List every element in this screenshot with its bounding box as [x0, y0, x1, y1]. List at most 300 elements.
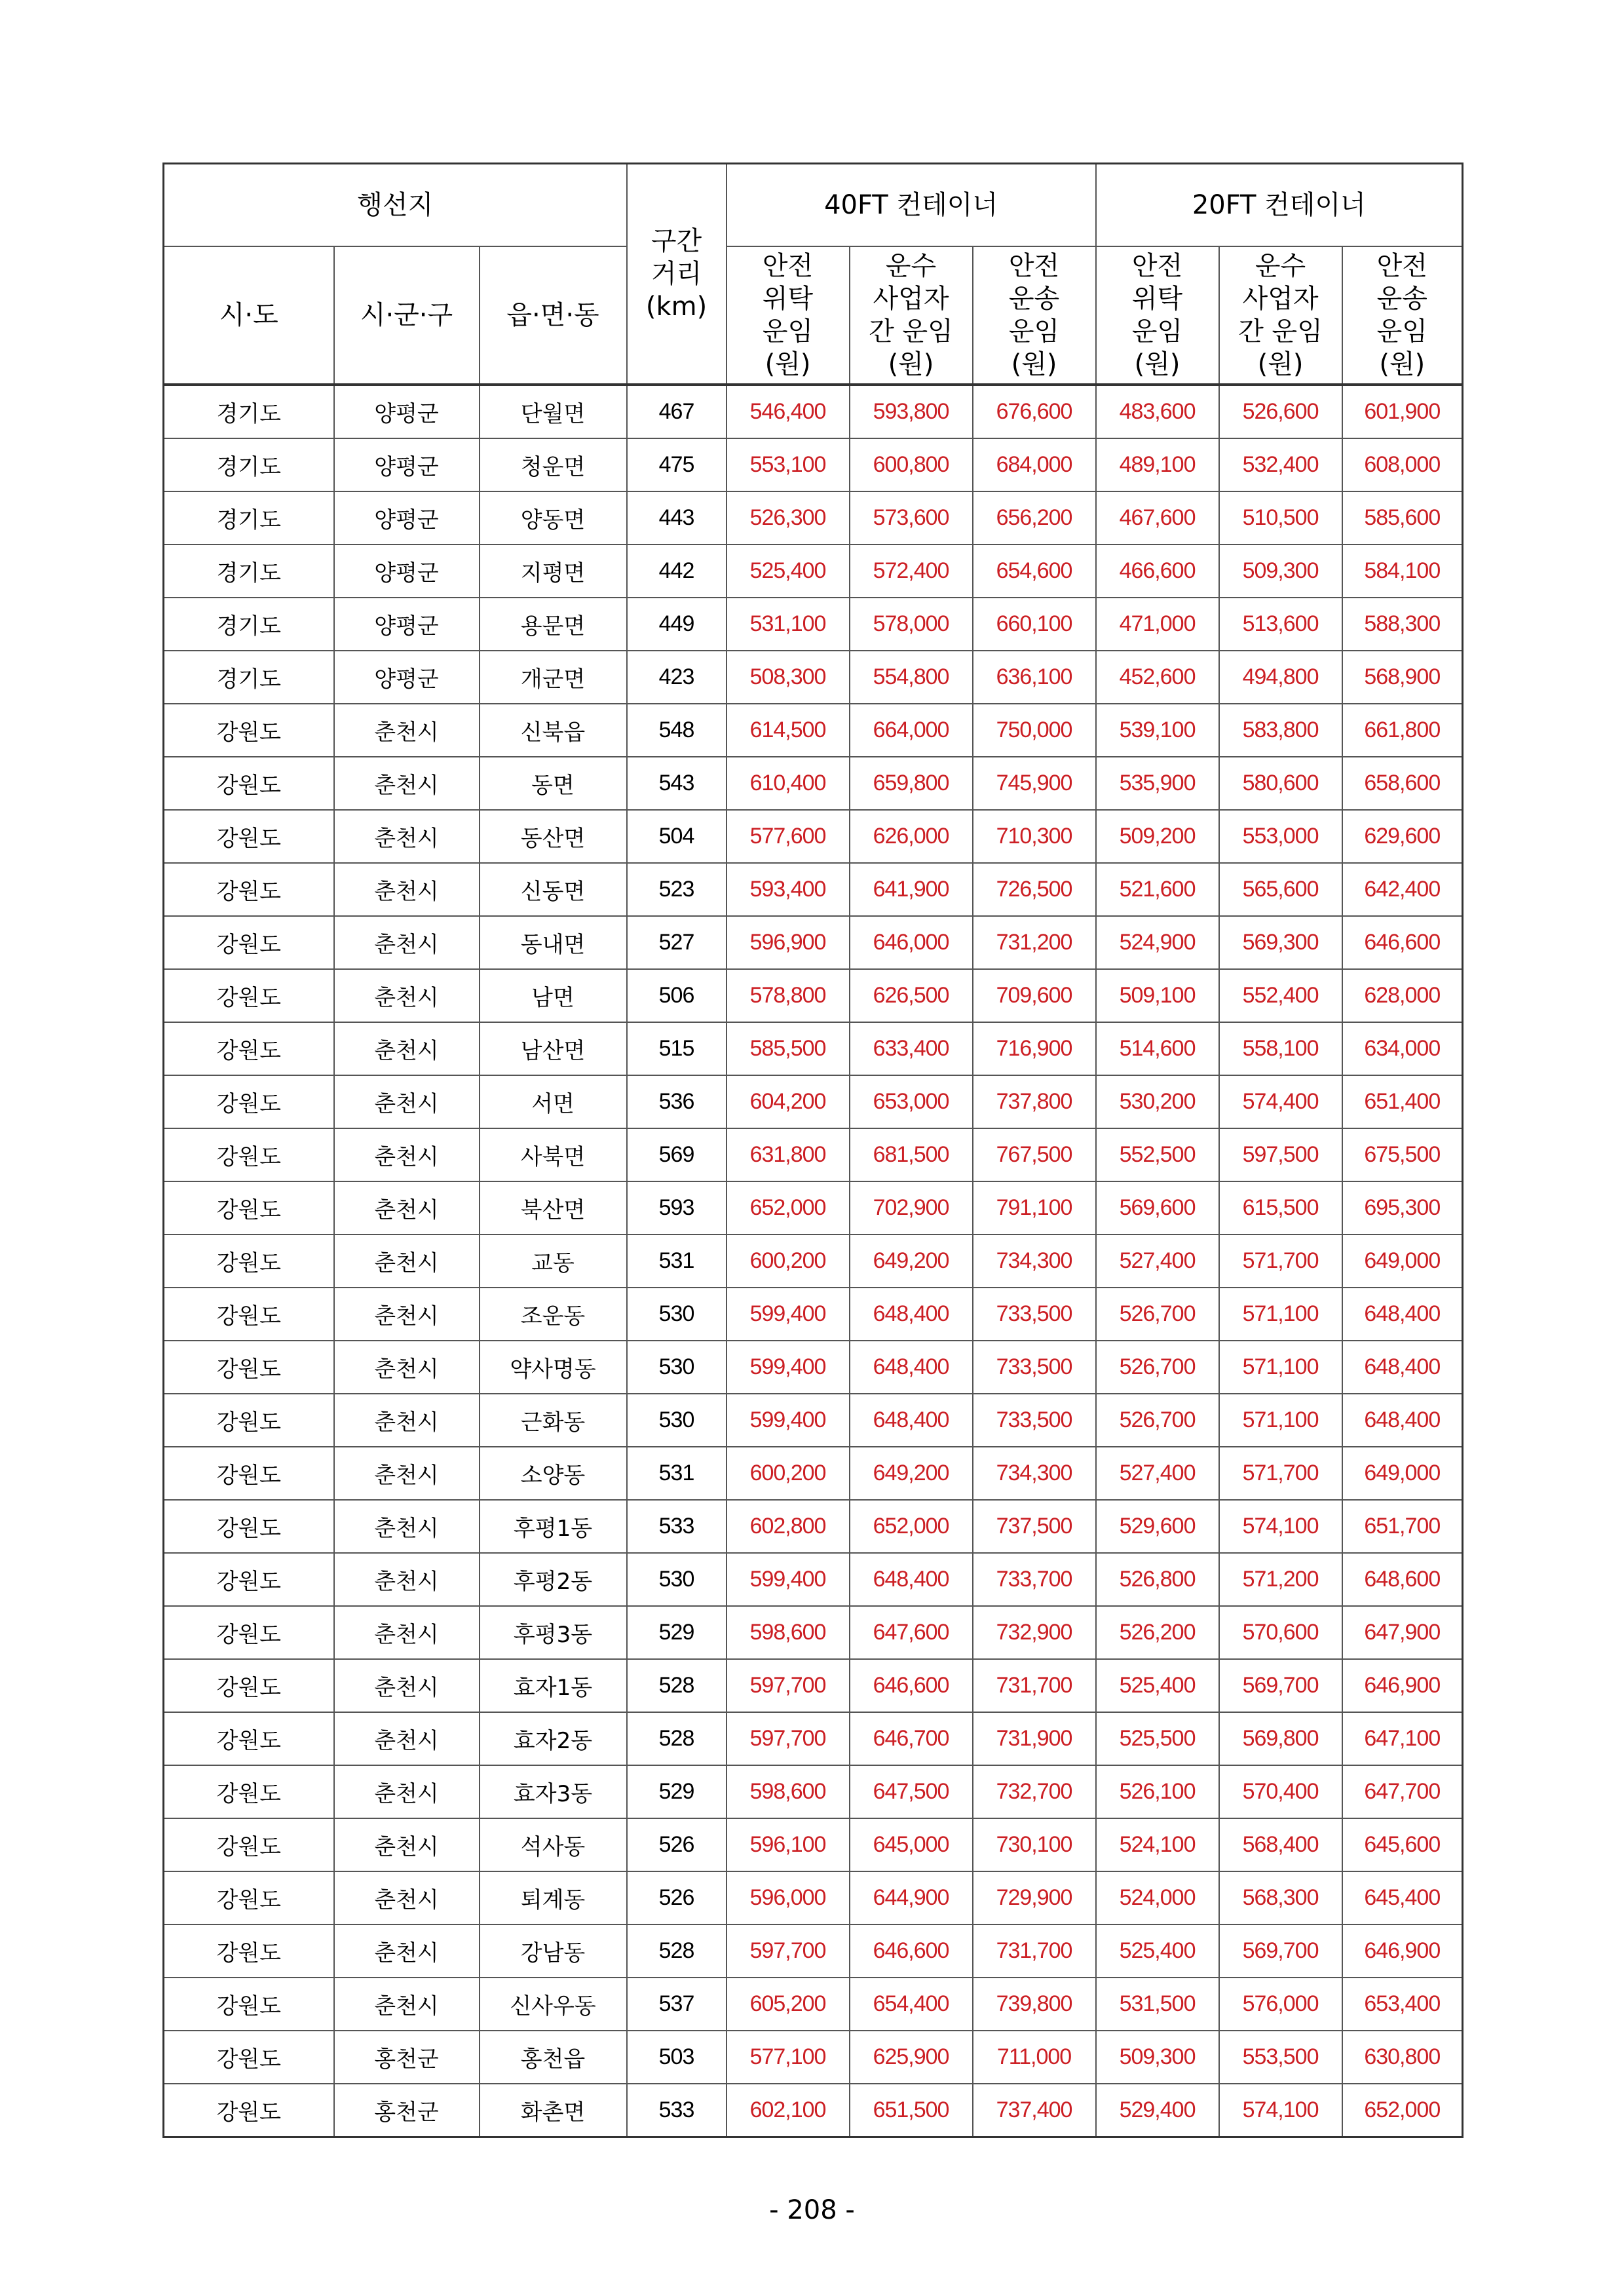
page-number: - 208 -	[769, 2195, 855, 2225]
fare-20ft-between-carriers-cell: 526,600	[1219, 385, 1342, 438]
town-cell: 약사명동	[480, 1341, 627, 1394]
table-body	[164, 385, 1463, 2137]
distance-cell: 531	[627, 1447, 727, 1500]
fare-40ft-safe-transport-cell: 734,300	[973, 1234, 1096, 1288]
town-cell: 효자1동	[480, 1659, 627, 1712]
table-row	[164, 969, 1463, 1022]
fare-40ft-safe-consign-cell: 614,500	[727, 704, 850, 757]
city-cell: 홍천군	[334, 2031, 480, 2084]
fare-20ft-between-carriers-cell: 552,400	[1219, 969, 1342, 1022]
city-cell: 춘천시	[334, 1765, 480, 1818]
fare-40ft-safe-transport-cell: 731,700	[973, 1924, 1096, 1978]
distance-cell: 533	[627, 1500, 727, 1553]
fare-20ft-safe-transport-cell: 646,900	[1342, 1659, 1463, 1712]
header-distance	[627, 164, 727, 385]
fare-40ft-between-carriers-cell: 649,200	[850, 1447, 973, 1500]
fare-40ft-safe-transport-cell: 732,900	[973, 1606, 1096, 1659]
fare-20ft-between-carriers-cell: 571,100	[1219, 1288, 1342, 1341]
table-row	[164, 1341, 1463, 1394]
fare-40ft-safe-consign-cell: 546,400	[727, 385, 850, 438]
province-cell: 강원도	[164, 1181, 334, 1234]
fare-40ft-between-carriers-cell: 653,000	[850, 1075, 973, 1128]
city-cell: 양평군	[334, 545, 480, 598]
fare-20ft-safe-transport-cell: 653,400	[1342, 1978, 1463, 2031]
fare-40ft-between-carriers-cell: 652,000	[850, 1500, 973, 1553]
fare-20ft-safe-transport-cell: 568,900	[1342, 651, 1463, 704]
fare-20ft-safe-consign-cell: 489,100	[1096, 438, 1219, 491]
table-row	[164, 757, 1463, 810]
distance-cell: 526	[627, 1818, 727, 1871]
header-40ft-safe-transport	[973, 246, 1096, 385]
table-row	[164, 863, 1463, 916]
fare-20ft-between-carriers-cell: 553,000	[1219, 810, 1342, 863]
header-city: 시·군·구	[334, 246, 480, 385]
fare-20ft-safe-consign-cell: 552,500	[1096, 1128, 1219, 1181]
fare-20ft-safe-transport-cell: 647,100	[1342, 1712, 1463, 1765]
city-cell: 양평군	[334, 598, 480, 651]
fare-40ft-between-carriers-cell: 647,600	[850, 1606, 973, 1659]
fare-20ft-between-carriers-cell: 532,400	[1219, 438, 1342, 491]
fare-20ft-safe-consign-cell: 514,600	[1096, 1022, 1219, 1075]
distance-cell: 503	[627, 2031, 727, 2084]
fare-20ft-safe-transport-cell: 661,800	[1342, 704, 1463, 757]
city-cell: 춘천시	[334, 704, 480, 757]
fare-40ft-safe-consign-cell: 597,700	[727, 1712, 850, 1765]
fare-40ft-safe-transport-cell: 737,400	[973, 2084, 1096, 2137]
fare-40ft-safe-consign-cell: 578,800	[727, 969, 850, 1022]
fare-20ft-between-carriers-cell: 558,100	[1219, 1022, 1342, 1075]
fare-20ft-safe-transport-cell: 675,500	[1342, 1128, 1463, 1181]
fare-20ft-between-carriers-cell: 571,200	[1219, 1553, 1342, 1606]
fare-40ft-safe-consign-cell: 597,700	[727, 1659, 850, 1712]
fare-40ft-safe-consign-cell: 602,800	[727, 1500, 850, 1553]
fare-20ft-safe-consign-cell: 524,000	[1096, 1871, 1219, 1924]
table-row	[164, 1712, 1463, 1765]
fare-20ft-safe-transport-cell: 628,000	[1342, 969, 1463, 1022]
city-cell: 춘천시	[334, 1341, 480, 1394]
fare-20ft-safe-transport-cell: 648,600	[1342, 1553, 1463, 1606]
fare-20ft-safe-transport-cell: 585,600	[1342, 491, 1463, 545]
fare-40ft-safe-consign-cell: 599,400	[727, 1288, 850, 1341]
fare-20ft-safe-transport-cell: 634,000	[1342, 1022, 1463, 1075]
table-row	[164, 491, 1463, 545]
distance-cell: 423	[627, 651, 727, 704]
table-row	[164, 704, 1463, 757]
province-cell: 경기도	[164, 651, 334, 704]
fare-20ft-safe-transport-cell: 647,900	[1342, 1606, 1463, 1659]
city-cell: 춘천시	[334, 1606, 480, 1659]
province-cell: 강원도	[164, 2031, 334, 2084]
fare-40ft-safe-consign-cell: 526,300	[727, 491, 850, 545]
fare-40ft-safe-transport-cell: 737,800	[973, 1075, 1096, 1128]
province-cell: 강원도	[164, 1447, 334, 1500]
city-cell: 춘천시	[334, 1394, 480, 1447]
fare-40ft-between-carriers-cell: 647,500	[850, 1765, 973, 1818]
fare-20ft-safe-consign-cell: 526,800	[1096, 1553, 1219, 1606]
fare-20ft-safe-consign-cell: 467,600	[1096, 491, 1219, 545]
city-cell: 양평군	[334, 651, 480, 704]
province-cell: 경기도	[164, 491, 334, 545]
fare-40ft-safe-consign-cell: 610,400	[727, 757, 850, 810]
distance-cell: 529	[627, 1765, 727, 1818]
table-row	[164, 1394, 1463, 1447]
distance-cell: 530	[627, 1553, 727, 1606]
header-40ft-between-carriers	[850, 246, 973, 385]
table-row	[164, 1978, 1463, 2031]
fare-40ft-between-carriers-cell: 681,500	[850, 1128, 973, 1181]
town-cell: 효자2동	[480, 1712, 627, 1765]
fare-20ft-safe-transport-cell: 648,400	[1342, 1288, 1463, 1341]
town-cell: 양동면	[480, 491, 627, 545]
header-20ft-between-carriers-label: 운수 사업자 간 운임 (원)	[1238, 251, 1323, 379]
fare-20ft-between-carriers-cell: 570,600	[1219, 1606, 1342, 1659]
town-cell: 동산면	[480, 810, 627, 863]
distance-cell: 543	[627, 757, 727, 810]
table-row	[164, 1181, 1463, 1234]
province-cell: 강원도	[164, 2084, 334, 2137]
fare-40ft-between-carriers-cell: 625,900	[850, 2031, 973, 2084]
fare-20ft-safe-consign-cell: 509,100	[1096, 969, 1219, 1022]
fare-40ft-safe-consign-cell: 553,100	[727, 438, 850, 491]
town-cell: 지평면	[480, 545, 627, 598]
table-row	[164, 1606, 1463, 1659]
city-cell: 춘천시	[334, 1022, 480, 1075]
city-cell: 춘천시	[334, 1234, 480, 1288]
province-cell: 강원도	[164, 1765, 334, 1818]
fare-20ft-safe-consign-cell: 535,900	[1096, 757, 1219, 810]
table-row	[164, 916, 1463, 969]
distance-cell: 442	[627, 545, 727, 598]
fare-20ft-safe-consign-cell: 529,600	[1096, 1500, 1219, 1553]
fare-20ft-safe-consign-cell: 483,600	[1096, 385, 1219, 438]
fare-40ft-safe-transport-cell: 732,700	[973, 1765, 1096, 1818]
town-cell: 홍천읍	[480, 2031, 627, 2084]
fare-40ft-between-carriers-cell: 648,400	[850, 1553, 973, 1606]
header-40ft-container: 40FT 컨테이너	[727, 164, 1096, 247]
fare-40ft-between-carriers-cell: 702,900	[850, 1181, 973, 1234]
town-cell: 사북면	[480, 1128, 627, 1181]
fare-20ft-safe-consign-cell: 529,400	[1096, 2084, 1219, 2137]
fare-40ft-safe-transport-cell: 636,100	[973, 651, 1096, 704]
distance-cell: 443	[627, 491, 727, 545]
table-row	[164, 1022, 1463, 1075]
city-cell: 양평군	[334, 438, 480, 491]
fare-20ft-safe-transport-cell: 646,900	[1342, 1924, 1463, 1978]
fare-20ft-between-carriers-cell: 571,100	[1219, 1341, 1342, 1394]
distance-cell: 449	[627, 598, 727, 651]
province-cell: 강원도	[164, 1553, 334, 1606]
fare-20ft-safe-transport-cell: 649,000	[1342, 1447, 1463, 1500]
distance-cell: 569	[627, 1128, 727, 1181]
header-20ft-between-carriers	[1219, 246, 1342, 385]
fare-40ft-between-carriers-cell: 573,600	[850, 491, 973, 545]
header-province: 시·도	[164, 246, 334, 385]
city-cell: 양평군	[334, 491, 480, 545]
table-row	[164, 545, 1463, 598]
province-cell: 경기도	[164, 598, 334, 651]
fare-20ft-safe-consign-cell: 526,200	[1096, 1606, 1219, 1659]
fare-40ft-safe-transport-cell: 791,100	[973, 1181, 1096, 1234]
province-cell: 강원도	[164, 704, 334, 757]
table-row	[164, 1447, 1463, 1500]
fare-20ft-safe-transport-cell: 588,300	[1342, 598, 1463, 651]
city-cell: 춘천시	[334, 1871, 480, 1924]
fare-20ft-between-carriers-cell: 510,500	[1219, 491, 1342, 545]
fare-20ft-safe-consign-cell: 526,700	[1096, 1394, 1219, 1447]
fare-40ft-between-carriers-cell: 641,900	[850, 863, 973, 916]
fare-20ft-safe-consign-cell: 524,100	[1096, 1818, 1219, 1871]
fare-20ft-safe-transport-cell: 652,000	[1342, 2084, 1463, 2137]
fare-40ft-safe-consign-cell: 525,400	[727, 545, 850, 598]
distance-cell: 526	[627, 1871, 727, 1924]
fare-40ft-between-carriers-cell: 649,200	[850, 1234, 973, 1288]
distance-cell: 504	[627, 810, 727, 863]
fare-20ft-safe-transport-cell: 658,600	[1342, 757, 1463, 810]
fare-20ft-safe-consign-cell: 452,600	[1096, 651, 1219, 704]
city-cell: 춘천시	[334, 1659, 480, 1712]
fare-20ft-safe-consign-cell: 466,600	[1096, 545, 1219, 598]
fare-40ft-safe-consign-cell: 508,300	[727, 651, 850, 704]
header-20ft-container: 20FT 컨테이너	[1096, 164, 1463, 247]
town-cell: 소양동	[480, 1447, 627, 1500]
fare-40ft-safe-transport-cell: 711,000	[973, 2031, 1096, 2084]
fare-40ft-safe-consign-cell: 602,100	[727, 2084, 850, 2137]
town-cell: 후평2동	[480, 1553, 627, 1606]
fare-20ft-safe-transport-cell: 642,400	[1342, 863, 1463, 916]
province-cell: 강원도	[164, 863, 334, 916]
town-cell: 신사우동	[480, 1978, 627, 2031]
fare-20ft-safe-transport-cell: 645,600	[1342, 1818, 1463, 1871]
fare-20ft-safe-transport-cell: 584,100	[1342, 545, 1463, 598]
table-row	[164, 2031, 1463, 2084]
distance-cell: 529	[627, 1606, 727, 1659]
fare-20ft-safe-consign-cell: 524,900	[1096, 916, 1219, 969]
table-row	[164, 1871, 1463, 1924]
fare-40ft-safe-consign-cell: 605,200	[727, 1978, 850, 2031]
city-cell: 춘천시	[334, 1978, 480, 2031]
fare-20ft-between-carriers-cell: 513,600	[1219, 598, 1342, 651]
fare-20ft-safe-transport-cell: 630,800	[1342, 2031, 1463, 2084]
table-row	[164, 1128, 1463, 1181]
fare-40ft-safe-transport-cell: 767,500	[973, 1128, 1096, 1181]
fare-20ft-between-carriers-cell: 509,300	[1219, 545, 1342, 598]
table-row	[164, 810, 1463, 863]
town-cell: 청운면	[480, 438, 627, 491]
province-cell: 강원도	[164, 1978, 334, 2031]
table-row	[164, 1924, 1463, 1978]
distance-cell: 506	[627, 969, 727, 1022]
fare-20ft-safe-transport-cell: 629,600	[1342, 810, 1463, 863]
distance-cell: 515	[627, 1022, 727, 1075]
fare-40ft-safe-transport-cell: 710,300	[973, 810, 1096, 863]
fare-40ft-safe-transport-cell: 676,600	[973, 385, 1096, 438]
fare-20ft-between-carriers-cell: 580,600	[1219, 757, 1342, 810]
fare-20ft-safe-consign-cell: 509,200	[1096, 810, 1219, 863]
fare-40ft-safe-consign-cell: 600,200	[727, 1447, 850, 1500]
fare-20ft-safe-transport-cell: 601,900	[1342, 385, 1463, 438]
fare-40ft-safe-transport-cell: 726,500	[973, 863, 1096, 916]
fare-40ft-safe-consign-cell: 599,400	[727, 1394, 850, 1447]
province-cell: 경기도	[164, 385, 334, 438]
fare-20ft-between-carriers-cell: 565,600	[1219, 863, 1342, 916]
fare-40ft-safe-transport-cell: 654,600	[973, 545, 1096, 598]
province-cell: 강원도	[164, 1234, 334, 1288]
distance-cell: 533	[627, 2084, 727, 2137]
fare-20ft-safe-transport-cell: 648,400	[1342, 1341, 1463, 1394]
town-cell: 강남동	[480, 1924, 627, 1978]
fare-40ft-safe-consign-cell: 593,400	[727, 863, 850, 916]
town-cell: 근화동	[480, 1394, 627, 1447]
distance-cell: 537	[627, 1978, 727, 2031]
fare-20ft-safe-consign-cell: 526,700	[1096, 1341, 1219, 1394]
fare-40ft-safe-consign-cell: 577,600	[727, 810, 850, 863]
province-cell: 경기도	[164, 545, 334, 598]
table-row	[164, 438, 1463, 491]
fare-40ft-between-carriers-cell: 600,800	[850, 438, 973, 491]
fare-40ft-safe-consign-cell: 600,200	[727, 1234, 850, 1288]
fare-20ft-safe-consign-cell: 530,200	[1096, 1075, 1219, 1128]
fare-40ft-between-carriers-cell: 648,400	[850, 1394, 973, 1447]
freight-rate-table	[162, 163, 1463, 2138]
fare-40ft-safe-transport-cell: 684,000	[973, 438, 1096, 491]
fare-40ft-safe-consign-cell: 596,000	[727, 1871, 850, 1924]
town-cell: 서면	[480, 1075, 627, 1128]
city-cell: 춘천시	[334, 1075, 480, 1128]
distance-cell: 536	[627, 1075, 727, 1128]
fare-20ft-safe-consign-cell: 526,100	[1096, 1765, 1219, 1818]
fare-40ft-between-carriers-cell: 651,500	[850, 2084, 973, 2137]
province-cell: 강원도	[164, 969, 334, 1022]
fare-40ft-between-carriers-cell: 554,800	[850, 651, 973, 704]
province-cell: 강원도	[164, 810, 334, 863]
fare-40ft-between-carriers-cell: 572,400	[850, 545, 973, 598]
fare-40ft-safe-transport-cell: 750,000	[973, 704, 1096, 757]
town-cell: 후평3동	[480, 1606, 627, 1659]
province-cell: 강원도	[164, 1128, 334, 1181]
header-20ft-safe-consign-label: 안전 위탁 운임 (원)	[1131, 251, 1183, 379]
fare-40ft-between-carriers-cell: 646,600	[850, 1659, 973, 1712]
fare-40ft-between-carriers-cell: 646,700	[850, 1712, 973, 1765]
fare-40ft-between-carriers-cell: 648,400	[850, 1341, 973, 1394]
table-row	[164, 385, 1463, 438]
fare-40ft-safe-transport-cell: 716,900	[973, 1022, 1096, 1075]
city-cell: 춘천시	[334, 1500, 480, 1553]
distance-cell: 528	[627, 1659, 727, 1712]
province-cell: 강원도	[164, 1924, 334, 1978]
province-cell: 강원도	[164, 1022, 334, 1075]
town-cell: 신북읍	[480, 704, 627, 757]
fare-40ft-safe-transport-cell: 734,300	[973, 1447, 1096, 1500]
fare-40ft-between-carriers-cell: 626,500	[850, 969, 973, 1022]
town-cell: 효자3동	[480, 1765, 627, 1818]
fare-40ft-safe-consign-cell: 631,800	[727, 1128, 850, 1181]
province-cell: 강원도	[164, 1075, 334, 1128]
city-cell: 춘천시	[334, 916, 480, 969]
fare-20ft-between-carriers-cell: 571,700	[1219, 1234, 1342, 1288]
province-cell: 강원도	[164, 1341, 334, 1394]
city-cell: 춘천시	[334, 1128, 480, 1181]
town-cell: 화촌면	[480, 2084, 627, 2137]
fare-20ft-between-carriers-cell: 574,100	[1219, 1500, 1342, 1553]
fare-40ft-between-carriers-cell: 646,600	[850, 1924, 973, 1978]
header-distance-label: 구간 거리 (km)	[645, 226, 708, 322]
fare-20ft-between-carriers-cell: 574,100	[1219, 2084, 1342, 2137]
fare-20ft-safe-consign-cell: 521,600	[1096, 863, 1219, 916]
fare-40ft-safe-consign-cell: 596,100	[727, 1818, 850, 1871]
fare-20ft-safe-transport-cell: 651,700	[1342, 1500, 1463, 1553]
fare-40ft-between-carriers-cell: 659,800	[850, 757, 973, 810]
province-cell: 강원도	[164, 1659, 334, 1712]
distance-cell: 531	[627, 1234, 727, 1288]
fare-40ft-between-carriers-cell: 626,000	[850, 810, 973, 863]
header-40ft-safe-transport-label: 안전 운송 운임 (원)	[1008, 251, 1060, 379]
town-cell: 퇴계동	[480, 1871, 627, 1924]
fare-20ft-safe-consign-cell: 527,400	[1096, 1447, 1219, 1500]
fare-20ft-safe-transport-cell: 651,400	[1342, 1075, 1463, 1128]
table-row	[164, 1500, 1463, 1553]
table-row	[164, 2084, 1463, 2137]
table-row	[164, 1288, 1463, 1341]
header-town: 읍·면·동	[480, 246, 627, 385]
fare-20ft-between-carriers-cell: 553,500	[1219, 2031, 1342, 2084]
fare-40ft-safe-transport-cell: 731,200	[973, 916, 1096, 969]
fare-20ft-safe-transport-cell: 695,300	[1342, 1181, 1463, 1234]
fare-20ft-safe-consign-cell: 527,400	[1096, 1234, 1219, 1288]
town-cell: 석사동	[480, 1818, 627, 1871]
fare-20ft-between-carriers-cell: 576,000	[1219, 1978, 1342, 2031]
fare-40ft-safe-transport-cell: 733,500	[973, 1394, 1096, 1447]
province-cell: 강원도	[164, 1394, 334, 1447]
fare-20ft-between-carriers-cell: 574,400	[1219, 1075, 1342, 1128]
fare-20ft-safe-consign-cell: 525,400	[1096, 1924, 1219, 1978]
fare-40ft-safe-transport-cell: 733,500	[973, 1288, 1096, 1341]
distance-cell: 527	[627, 916, 727, 969]
header-20ft-safe-transport	[1342, 246, 1463, 385]
fare-20ft-between-carriers-cell: 570,400	[1219, 1765, 1342, 1818]
city-cell: 춘천시	[334, 1181, 480, 1234]
table-row	[164, 651, 1463, 704]
fare-40ft-safe-transport-cell: 709,600	[973, 969, 1096, 1022]
town-cell: 교동	[480, 1234, 627, 1288]
city-cell: 춘천시	[334, 757, 480, 810]
fare-40ft-safe-transport-cell: 745,900	[973, 757, 1096, 810]
fare-40ft-safe-consign-cell: 604,200	[727, 1075, 850, 1128]
fare-40ft-between-carriers-cell: 633,400	[850, 1022, 973, 1075]
fare-40ft-safe-transport-cell: 733,700	[973, 1553, 1096, 1606]
fare-20ft-between-carriers-cell: 569,700	[1219, 1659, 1342, 1712]
city-cell: 양평군	[334, 385, 480, 438]
town-cell: 개군면	[480, 651, 627, 704]
table-row	[164, 1234, 1463, 1288]
distance-cell: 475	[627, 438, 727, 491]
fare-40ft-between-carriers-cell: 644,900	[850, 1871, 973, 1924]
province-cell: 강원도	[164, 1500, 334, 1553]
town-cell: 조운동	[480, 1288, 627, 1341]
fare-20ft-safe-consign-cell: 525,400	[1096, 1659, 1219, 1712]
town-cell: 북산면	[480, 1181, 627, 1234]
city-cell: 춘천시	[334, 1818, 480, 1871]
fare-40ft-safe-consign-cell: 599,400	[727, 1553, 850, 1606]
table-header	[164, 164, 1463, 385]
province-cell: 강원도	[164, 916, 334, 969]
fare-20ft-between-carriers-cell: 571,700	[1219, 1447, 1342, 1500]
town-cell: 남산면	[480, 1022, 627, 1075]
fare-20ft-safe-consign-cell: 539,100	[1096, 704, 1219, 757]
fare-40ft-safe-transport-cell: 729,900	[973, 1871, 1096, 1924]
fare-20ft-safe-consign-cell: 509,300	[1096, 2031, 1219, 2084]
fare-20ft-safe-consign-cell: 525,500	[1096, 1712, 1219, 1765]
fare-40ft-safe-consign-cell: 652,000	[727, 1181, 850, 1234]
